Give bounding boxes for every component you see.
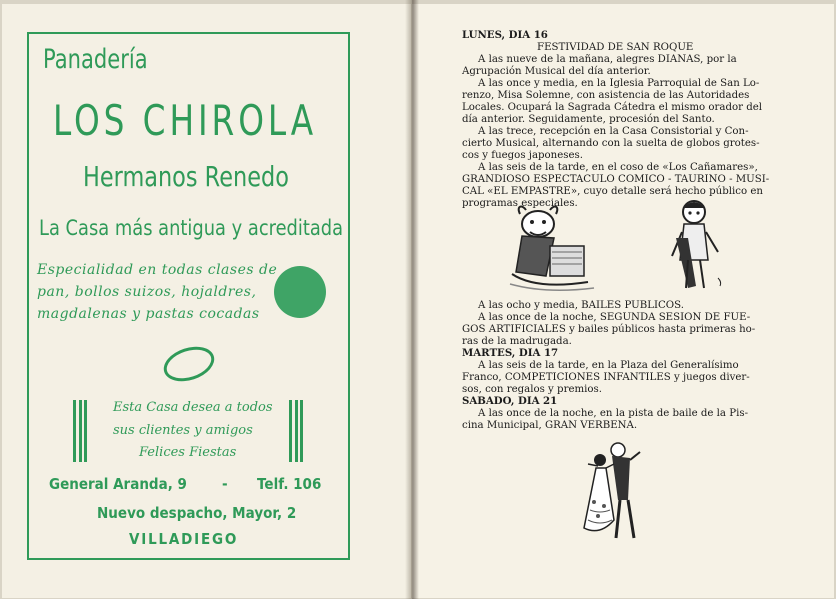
left-page xyxy=(2,4,411,598)
ad-greeting-line: Felices Fiestas xyxy=(139,445,237,460)
program-line: cos y fuegos japoneses. xyxy=(462,150,583,161)
ad-new-shop: Nuevo despacho, Mayor, 2 xyxy=(97,504,297,522)
ad-tagline: La Casa más antigua y acreditada xyxy=(39,216,344,240)
program-line: programas especiales. xyxy=(462,198,578,209)
program-line: cina Municipal, GRAN VERBENA. xyxy=(462,420,638,431)
day-heading-monday: LUNES, DIA 16 xyxy=(462,29,548,41)
program-line: A las trece, recepción en la Casa Consistorial y Con- xyxy=(478,126,749,137)
program-line: A las seis de la tarde, en el coso de «Los Cañamares», xyxy=(478,162,758,173)
program-line: A las seis de la tarde, en la Plaza del Generalísimo xyxy=(478,360,739,371)
ad-specialty-line: pan, bollos suizos, hojaldres, xyxy=(37,284,257,300)
dancing-couple-illustration xyxy=(578,440,650,544)
program-line: GRANDIOSO ESPECTACULO COMICO - TAURINO - MUSI- xyxy=(462,174,770,185)
program-line: CAL «EL EMPASTRE», cuyo detalle será hecho público en xyxy=(462,186,763,197)
program-line: Franco, COMPETICIONES INFANTILES y juegos diver- xyxy=(462,372,750,383)
ad-owners: Hermanos Renedo xyxy=(83,160,289,193)
decorative-swirl-icon xyxy=(159,341,218,388)
program-line: A las once y media, en la Iglesia Parroquial de San Lo- xyxy=(478,78,760,89)
ad-address: General Aranda, 9 xyxy=(49,475,187,493)
program-line: GOS ARTIFICIALES y bailes públicos hasta primeras ho- xyxy=(462,324,756,335)
program-line: A las ocho y media, BAILES PUBLICOS. xyxy=(478,300,685,311)
program-line: renzo, Misa Solemne, con asistencia de las Autoridades xyxy=(462,90,750,101)
program-line: ras de la madrugada. xyxy=(462,336,572,347)
decorative-bars-left-icon xyxy=(73,400,87,462)
ad-town: VILLADIEGO xyxy=(129,530,239,548)
right-page xyxy=(412,4,834,598)
program-line: Locales. Ocupará la Sagrada Cátedra el mismo orador del xyxy=(462,102,763,113)
dancer-cartoon-illustration xyxy=(668,198,728,294)
decorative-circle-icon xyxy=(274,266,326,318)
day-heading-saturday: SABADO, DIA 21 xyxy=(462,395,558,407)
bakery-advertisement xyxy=(27,32,350,560)
ad-separator: - xyxy=(222,475,228,493)
ad-greeting-line: sus clientes y amigos xyxy=(113,423,253,438)
program-line: A las once de la noche, en la pista de baile de la Pis- xyxy=(478,408,749,419)
program-line: A las nueve de la mañana, alegres DIANAS, por la xyxy=(478,54,737,65)
program-line: A las once de la noche, SEGUNDA SESION DE FUE- xyxy=(478,312,751,323)
ad-business-name: LOS CHIROLA xyxy=(53,96,318,145)
program-line: sos, con regalos y premios. xyxy=(462,384,602,395)
decorative-bars-right-icon xyxy=(289,400,303,462)
ad-brand: Panadería xyxy=(43,44,148,75)
day-heading-tuesday: MARTES, DIA 17 xyxy=(462,347,559,359)
program-line: Agrupación Musical del día anterior. xyxy=(462,66,651,77)
ad-specialty-line: Especialidad en todas clases de xyxy=(37,262,278,278)
ad-specialty-line: magdalenas y pastas cocadas xyxy=(37,306,260,322)
day-title: FESTIVIDAD DE SAN ROQUE xyxy=(537,42,694,53)
program-line: cierto Musical, alternando con la suelta de globos grotes- xyxy=(462,138,760,149)
program-line: día anterior. Seguidamente, procesión del Santo. xyxy=(462,114,715,125)
binding-gutter xyxy=(405,0,419,599)
bull-cartoon-illustration xyxy=(506,202,601,294)
ad-phone: Telf. 106 xyxy=(257,475,322,493)
ad-greeting-line: Esta Casa desea a todos xyxy=(113,400,273,415)
